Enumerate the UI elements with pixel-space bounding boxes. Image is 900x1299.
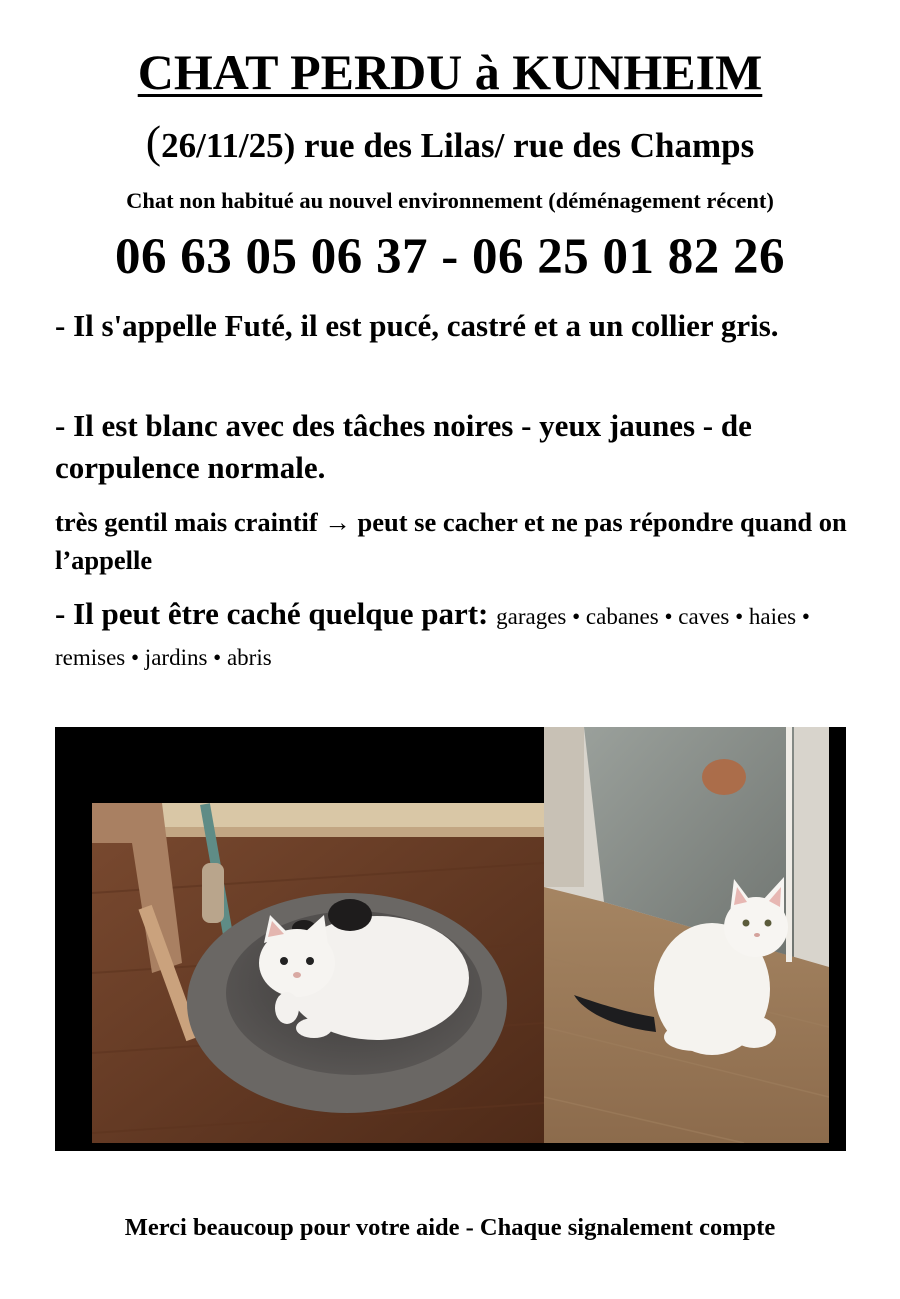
cat-in-bed-illustration [92, 803, 544, 1143]
contact-phone-numbers: 06 63 05 06 37 - 06 25 01 82 26 [115, 229, 785, 285]
environment-note: Chat non habitué au nouvel environnement (déménagement récent) [126, 188, 774, 213]
cat-photo-sitting [544, 727, 829, 1143]
description-temperament-line: très gentil mais craintif → peut se cacher et ne pas répondre quand on l’appelle [55, 507, 847, 575]
hiding-places-list: garages • cabanes • caves • haies • remises • jardins • abris [55, 604, 810, 670]
hiding-places-line [55, 595, 855, 677]
cat-sitting-illustration [544, 727, 829, 1143]
poster-title: CHAT PERDU à KUNHEIM [137, 44, 763, 100]
description-appearance-line: - Il est blanc avec des tâches noires - yeux jaunes - de corpulence normale. [55, 408, 752, 485]
subtitle-open-paren: ( [145, 116, 162, 167]
subtitle-text: 26/11/25) rue des Lilas/ rue des Champs [161, 126, 755, 165]
description-name-line: - Il s'appelle Futé, il est pucé, castré et a un collier gris. [55, 308, 779, 343]
hiding-places-heading: - Il peut être caché quelque part: [55, 596, 489, 631]
cat-photos-panel [55, 727, 846, 1151]
cat-photo-in-bed [92, 803, 544, 1143]
thank-you-footer: Merci beaucoup pour votre aide - Chaque signalement compte [124, 1214, 776, 1241]
date-and-location [0, 112, 900, 176]
